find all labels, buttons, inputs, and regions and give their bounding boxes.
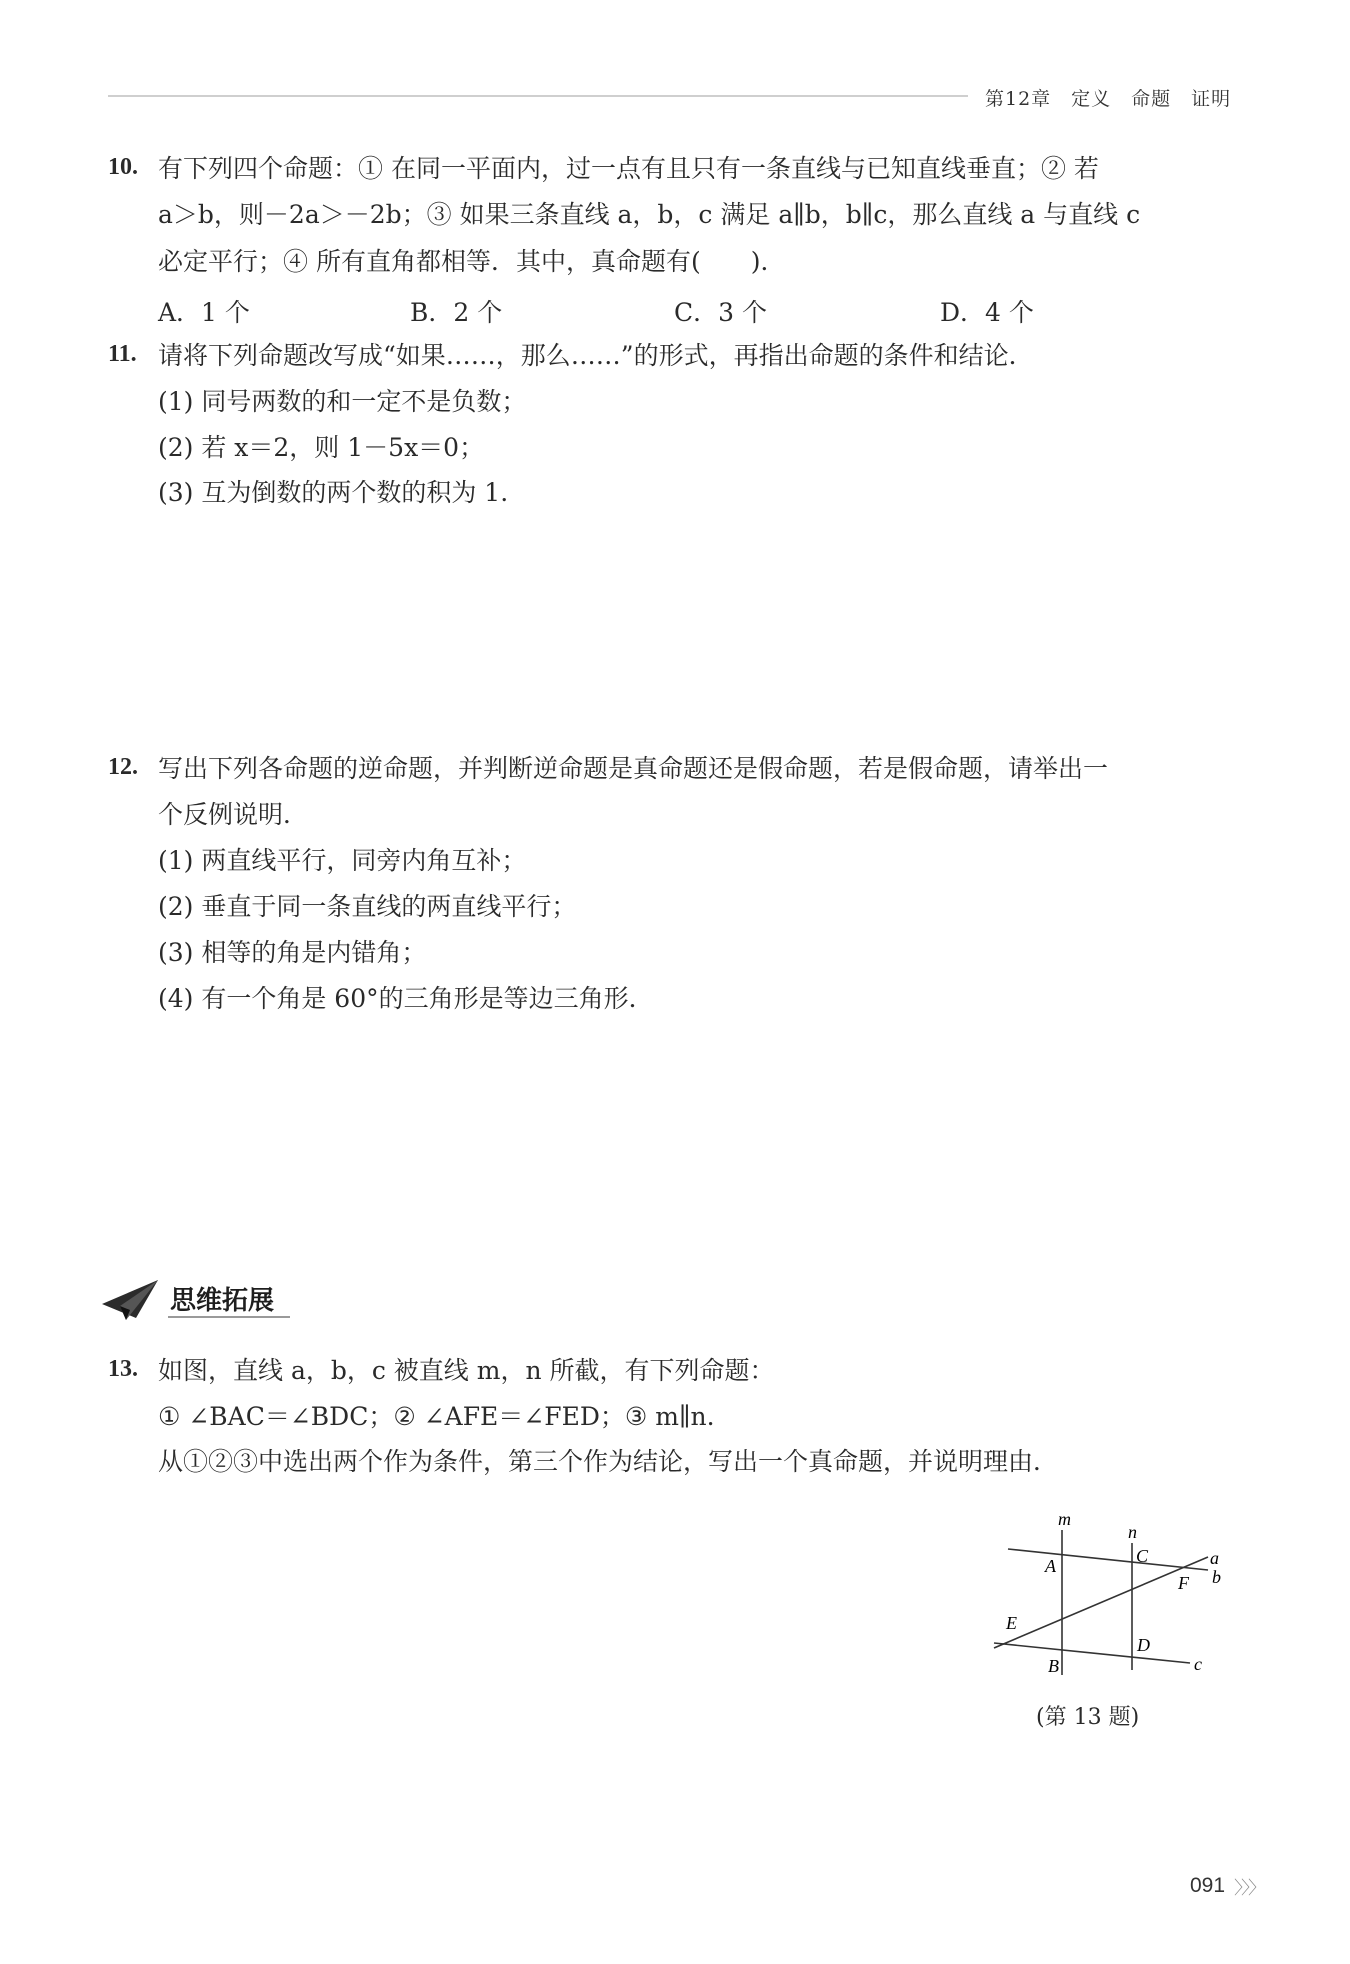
- question-12-item-3: (3) 相等的角是内错角；: [158, 938, 427, 967]
- question-10-option-c: C．3 个: [674, 298, 767, 327]
- question-10-line-2: a＞b，则－2a＞－2b；③ 如果三条直线 a，b，c 满足 a∥b，b∥c，那么直线 a 与直线 c: [158, 200, 1141, 229]
- question-12-item-2: (2) 垂直于同一条直线的两直线平行；: [158, 892, 577, 921]
- question-11-number: 11.: [108, 341, 137, 367]
- question-11-stem: 请将下列命题改写成“如果……，那么……”的形式，再指出命题的条件和结论．: [158, 341, 1034, 370]
- label-b: b: [1212, 1567, 1221, 1587]
- question-10-option-b: B．2 个: [410, 298, 503, 327]
- question-10-number: 10.: [108, 154, 138, 180]
- question-13-line-2: ① ∠BAC＝∠BDC；② ∠AFE＝∠FED；③ m∥n.: [158, 1402, 715, 1431]
- page-arrows-icon: 〉〉〉: [1234, 1878, 1264, 1899]
- question-10-line-1: 有下列四个命题：① 在同一平面内，过一点有且只有一条直线与已知直线垂直；② 若: [158, 154, 1099, 183]
- figure-13-diagram: [980, 1505, 1240, 1695]
- label-D: D: [1137, 1635, 1150, 1655]
- figure-13-caption: (第 13 题): [1036, 1705, 1140, 1730]
- question-11-item-1: (1) 同号两数的和一定不是负数；: [158, 387, 527, 416]
- label-F: F: [1178, 1573, 1189, 1593]
- label-a: a: [1210, 1548, 1219, 1568]
- section-title: 思维拓展: [170, 1286, 275, 1316]
- page-number: 091: [1190, 1874, 1226, 1897]
- header-rule: [108, 95, 968, 97]
- label-c: c: [1194, 1654, 1202, 1674]
- paper-plane-icon: [100, 1278, 162, 1322]
- line-b: [994, 1557, 1208, 1648]
- chapter-header: 第12章 定义 命题 证明: [985, 88, 1232, 110]
- question-12-number: 12.: [108, 754, 138, 780]
- line-c: [994, 1643, 1190, 1663]
- label-E: E: [1006, 1613, 1017, 1633]
- question-13-line-1: 如图，直线 a，b，c 被直线 m，n 所截，有下列命题：: [158, 1356, 775, 1385]
- label-B: B: [1048, 1656, 1059, 1676]
- question-12-line-1: 写出下列各命题的逆命题，并判断逆命题是真命题还是假命题，若是假命题，请举出一: [158, 754, 1109, 783]
- section-underline: [168, 1316, 290, 1318]
- label-C: C: [1136, 1546, 1149, 1566]
- question-10-option-a: A．1 个: [158, 298, 250, 327]
- question-12-item-4: (4) 有一个角是 60°的三角形是等边三角形．: [158, 984, 654, 1013]
- line-a: [1008, 1549, 1208, 1570]
- label-n: n: [1128, 1522, 1137, 1542]
- label-A: A: [1045, 1556, 1056, 1576]
- question-11-item-3: (3) 互为倒数的两个数的积为 1.: [158, 478, 509, 507]
- question-11-item-2: (2) 若 x＝2，则 1－5x＝0；: [158, 433, 485, 462]
- question-10-option-d: D．4 个: [940, 298, 1034, 327]
- question-12-line-2: 个反例说明．: [158, 800, 309, 829]
- question-10-line-3: 必定平行；④ 所有直角都相等．其中，真命题有( )．: [158, 247, 786, 276]
- question-13-number: 13.: [108, 1356, 138, 1382]
- question-13-line-3: 从①②③中选出两个作为条件，第三个作为结论，写出一个真命题，并说明理由．: [158, 1447, 1059, 1476]
- question-12-item-1: (1) 两直线平行，同旁内角互补；: [158, 846, 527, 875]
- label-m: m: [1058, 1509, 1071, 1529]
